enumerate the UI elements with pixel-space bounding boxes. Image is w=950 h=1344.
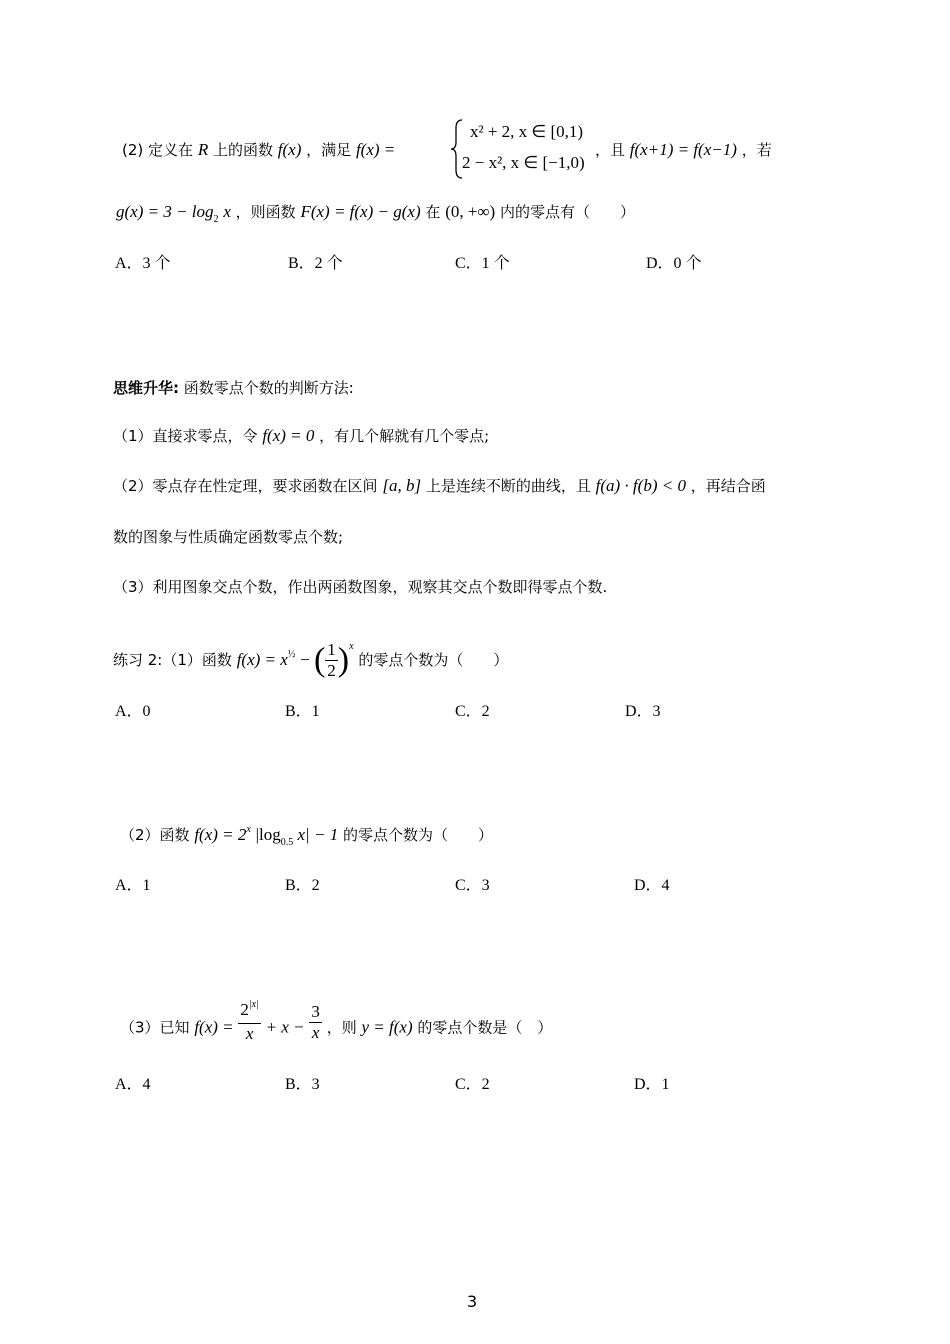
- ex2-3-frac1-den: x: [245, 1024, 254, 1043]
- piece-1: x² + 2, x ∈ [0,1): [470, 122, 584, 141]
- ex2-3-frac2-den: x: [311, 1022, 320, 1042]
- ex2-3-prefix: （3）已知: [120, 1018, 190, 1037]
- summary-heading-rest: 函数零点个数的判断方法:: [183, 379, 354, 397]
- ex2-pow: x: [349, 641, 354, 652]
- ex2-minus: −: [300, 650, 314, 669]
- q2-and: ，且: [595, 141, 626, 159]
- ex2-2-math-c: x| − 1: [293, 825, 339, 844]
- q2-option-c[interactable]: C．1 个: [455, 255, 510, 272]
- ex2-fx: f(x) = x: [236, 650, 288, 669]
- ex2-3-fraction-1: [238, 1000, 260, 1044]
- q2-R: R: [197, 140, 209, 159]
- ex2-option-c[interactable]: C．2: [455, 703, 490, 720]
- ex2-3-fraction-2: [309, 1002, 322, 1043]
- ex2-q3: [120, 999, 553, 1044]
- ex2-frac-num: 1: [327, 640, 336, 659]
- summary-heading: 思维升华:: [113, 379, 179, 397]
- ex2-3-frac1-num: 2: [240, 1000, 249, 1019]
- q2-interval: (0, +∞): [445, 202, 496, 221]
- ex2-3-yfx: y = f(x): [361, 1017, 413, 1037]
- ex2-2-sub: 0.5: [280, 837, 294, 848]
- ex2-3-frac1-num-wrap: [238, 1000, 260, 1024]
- q2-line1-tail: [595, 140, 772, 160]
- q2-option-d[interactable]: D．0 个: [646, 255, 702, 272]
- ex2-2-option-b[interactable]: B．2: [285, 877, 320, 894]
- q2-F: F(x) = f(x) − g(x): [300, 202, 421, 221]
- ex2-2-prefix: （2）函数: [120, 826, 190, 844]
- ex2-3-option-d[interactable]: D．1: [634, 1076, 670, 1093]
- q2-prefix: (2) 定义在: [122, 141, 194, 159]
- ex2-3-end: 的零点个数是（ ）: [417, 1018, 553, 1037]
- ex2-exp: ½: [287, 649, 296, 660]
- q2-mid: 上的函数: [212, 141, 273, 159]
- q2-satisfy: ，满足: [306, 141, 352, 159]
- ex2-label: 练习 2:（1）函数: [113, 651, 232, 669]
- piecewise-brace: [450, 118, 464, 184]
- q2-cond: f(x+1) = f(x−1): [629, 140, 737, 159]
- ex2-end: 的零点个数为（ ）: [358, 651, 509, 669]
- q2-fx: f(x): [277, 140, 302, 159]
- summary-title: [113, 378, 354, 398]
- ex2-option-a[interactable]: A．0: [115, 703, 151, 720]
- summary-item2-interval: [a, b]: [382, 476, 422, 495]
- summary-item1-b: ，有几个解就有几个零点;: [319, 427, 490, 445]
- summary-item-1: [113, 426, 489, 446]
- ex2-2-math-b: |log: [255, 825, 281, 844]
- ex2-3-frac2-num: 3: [311, 1001, 320, 1021]
- ex2-2-option-d[interactable]: D．4: [634, 877, 670, 894]
- ex2-3-then: ，则: [326, 1018, 357, 1037]
- ex2-frac-den: 2: [327, 661, 336, 680]
- ex2-3-option-c[interactable]: C．2: [455, 1076, 490, 1093]
- summary-item2-b: 上是连续不断的曲线，且: [425, 477, 591, 495]
- q2-option-b[interactable]: B．2 个: [288, 255, 343, 272]
- q2-log-base: 2: [213, 214, 219, 225]
- piece-2: 2 − x², x ∈ [−1,0): [462, 153, 585, 172]
- ex2-q1: [113, 640, 508, 681]
- summary-item2-a: （2）零点存在性定理，要求函数在区间: [113, 477, 378, 495]
- summary-item-3: （3）利用图象交点个数，作出两函数图象，观察其交点个数即得零点个数.: [113, 578, 608, 596]
- q2-line2: [116, 202, 635, 225]
- q2-option-a[interactable]: A．3 个: [115, 255, 171, 272]
- summary-item2-math: f(a) · f(b) < 0: [595, 476, 686, 495]
- q2-end: 内的零点有（ ）: [500, 203, 636, 221]
- q2-line2-mid: ，则函数: [235, 203, 296, 221]
- ex2-option-b[interactable]: B．1: [285, 703, 320, 720]
- summary-item1-math: f(x) = 0: [262, 426, 315, 445]
- q2-fx-eq: f(x) =: [355, 140, 396, 159]
- ex2-2-option-a[interactable]: A．1: [115, 877, 151, 894]
- ex2-2-math-a: f(x) = 2: [194, 825, 247, 844]
- ex2-3-option-a[interactable]: A．4: [115, 1076, 151, 1093]
- ex2-option-d[interactable]: D．3: [625, 703, 661, 720]
- ex2-2-end: 的零点个数为（ ）: [343, 826, 494, 844]
- q2-if: ，若: [741, 141, 772, 159]
- summary-item-2: [113, 476, 766, 496]
- q2-g: g(x) = 3 − log: [116, 202, 214, 221]
- ex2-2-option-c[interactable]: C．3: [455, 877, 490, 894]
- ex2-left-paren: (: [313, 641, 326, 679]
- q2-line1: [122, 140, 395, 160]
- ex2-3-frac1-sup: |x|: [248, 999, 259, 1010]
- page-number: 3: [467, 1292, 478, 1311]
- ex2-3-plus: + x −: [265, 1017, 305, 1037]
- ex2-3-fx: f(x) =: [194, 1017, 234, 1037]
- ex2-3-option-b[interactable]: B．3: [285, 1076, 320, 1093]
- q2-x: x: [223, 202, 231, 221]
- summary-item1-a: （1）直接求零点，令: [113, 427, 258, 445]
- ex2-fraction: [325, 640, 338, 681]
- q2-in: 在: [425, 203, 441, 221]
- ex2-right-paren: ): [337, 641, 350, 679]
- ex2-q2: [120, 825, 493, 848]
- ex2-2-sup: x: [246, 824, 251, 835]
- summary-item-2-cont: 数的图象与性质确定函数零点个数;: [113, 528, 344, 546]
- summary-item2-c: ，再结合函: [690, 477, 766, 495]
